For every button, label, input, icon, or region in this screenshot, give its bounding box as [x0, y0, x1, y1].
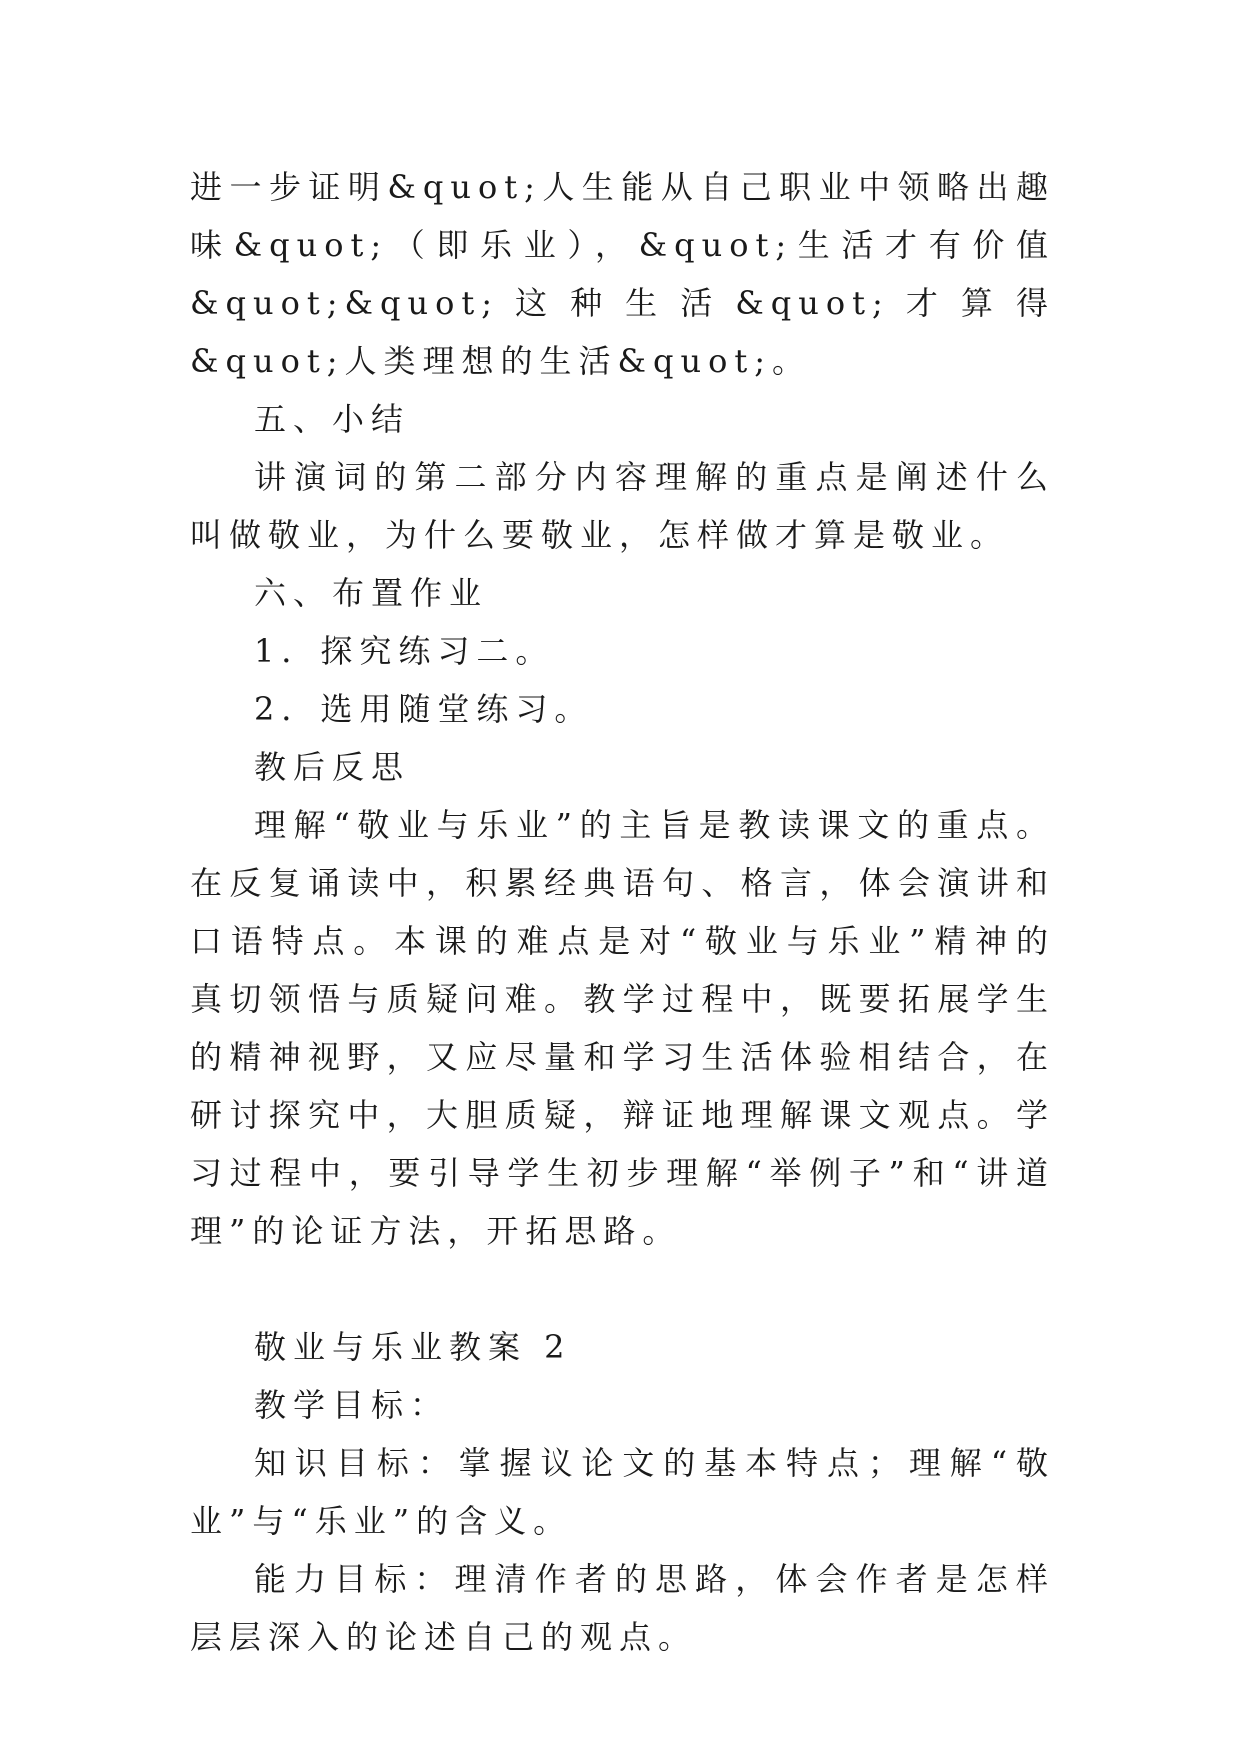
paragraph-reflection: 理解“敬业与乐业”的主旨是教读课文的重点。在反复诵读中，积累经典语句、格言，体会演讲和口语特点。本课的难点是对“敬业与乐业”精神的真切领悟与质疑问难。教学过程中，既要拓展学生的精神视野，又应尽量和学习生活体验相结合，在研讨探究中，大胆质疑，辩证地理解课文观点。学习过程中，要引导学生初步理解“举例子”和“讲道理”的论证方法，开拓思路。: [190, 806, 1055, 1250]
paragraph-knowledge-objective: 知识目标：掌握议论文的基本特点；理解“敬业”与“乐业”的含义。: [190, 1444, 1055, 1540]
document-body: [190, 158, 1055, 1666]
paragraph-continuation: 进一步证明&quot;人生能从自己职业中领略出趣味&quot;（即乐业），&quot;生活才有价值&quot;&quot;这种生活&quot;才算得&quot;人类理想的生活&quot;。: [190, 168, 1055, 380]
section-heading-homework: 六、布置作业: [254, 574, 489, 612]
spacer: [190, 1260, 1055, 1318]
section-heading-summary: 五、小结: [254, 400, 411, 438]
lesson-plan-title: 敬业与乐业教案 2: [254, 1328, 572, 1366]
paragraph-ability-objective: 能力目标：理清作者的思路，体会作者是怎样层层深入的论述自己的观点。: [190, 1560, 1055, 1656]
paragraph-summary: 讲演词的第二部分内容理解的重点是阐述什么叫做敬业，为什么要敬业，怎样做才算是敬业。: [190, 458, 1055, 554]
homework-item-1: 1．探究练习二。: [254, 632, 555, 670]
section-heading-objectives: 教学目标：: [254, 1386, 450, 1424]
homework-item-2: 2．选用随堂练习。: [254, 690, 594, 728]
section-heading-reflection: 教后反思: [254, 748, 411, 786]
